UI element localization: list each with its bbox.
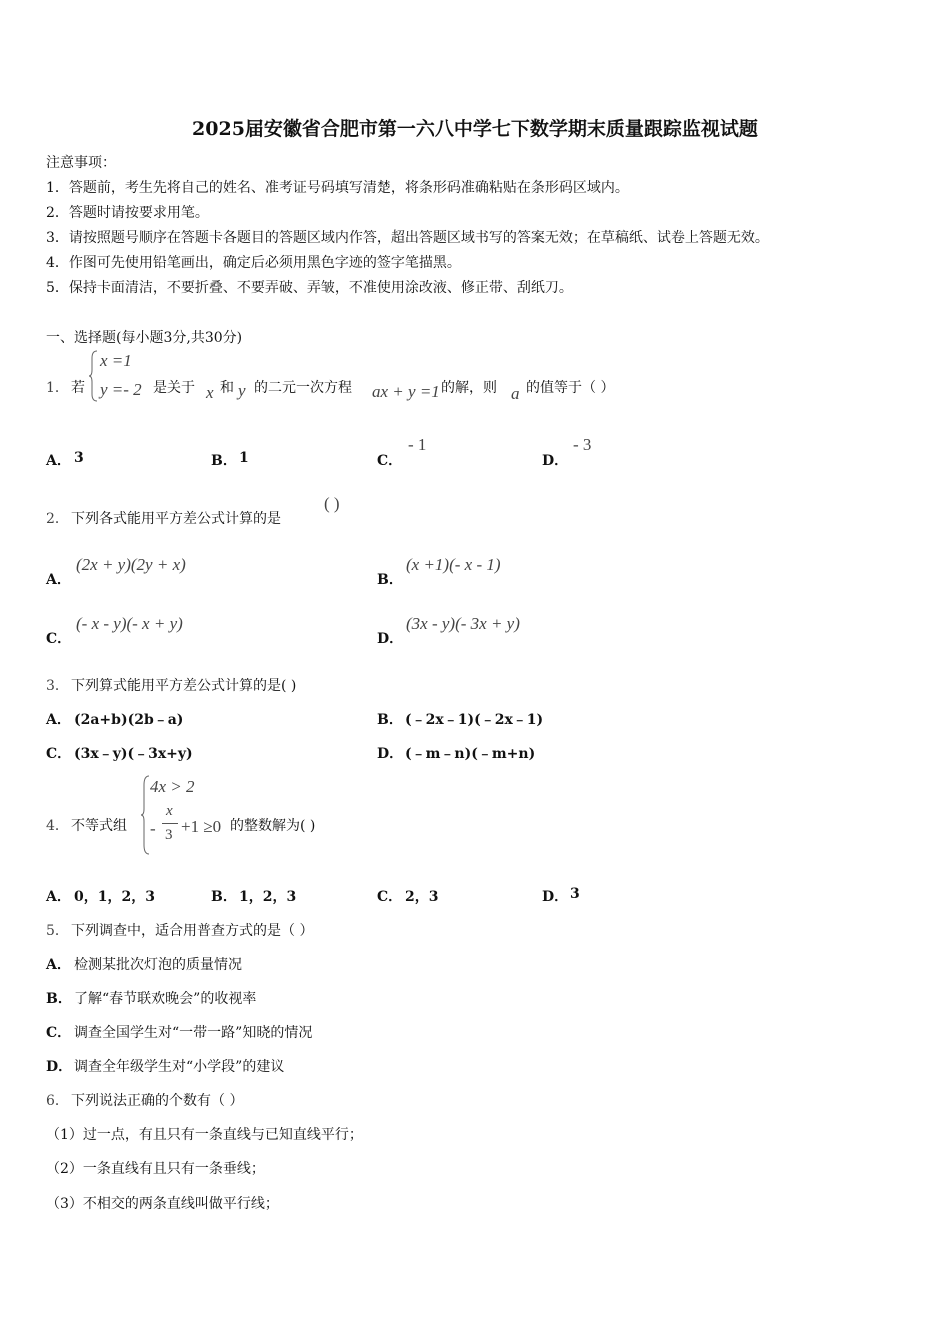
option-text: (3x - y)(- 3x + y) [406,614,520,633]
left-brace-icon [88,350,98,402]
option-text: - 3 [573,435,592,454]
option-label: A． [46,957,71,973]
option-label: D． [377,631,404,647]
fraction-numerator: x [166,803,173,819]
question-text: 的值等于（ ） [526,380,615,396]
option-text: 1，2，3 [239,889,297,905]
option-label: C． [377,889,403,905]
option-label: C． [46,746,72,762]
question-number: 4． [46,818,69,834]
statement-item: （2）一条直线有且只有一条垂线； [46,1161,265,1177]
math-var: y [238,381,246,400]
question-text: 不等式组 [71,818,127,834]
section-heading: 一、选择题(每小题3分,共30分) [46,330,243,346]
option-label: D． [377,746,404,762]
question-text: 若 [71,380,85,396]
option-label: A． [46,453,71,469]
option-label: C． [46,1025,72,1041]
notice-item: 2．答题时请按要求用笔。 [46,205,209,221]
system-line-2: y =- 2 [100,380,142,399]
option-text: 3 [570,886,580,902]
page-title: 2025届安徽省合肥市第一六八中学七下数学期末质量跟踪监视试题 [192,118,758,140]
option-label: B． [377,712,403,728]
question-number: 2． [46,511,69,527]
option-text: 3 [74,450,84,466]
option-label: A． [46,572,71,588]
question-text: 的解，则 [441,380,497,396]
math-var: a [511,384,520,403]
option-text: 调查全国学生对“一带一路”知晓的情况 [74,1025,313,1041]
option-text: (2a+b)(2b﹣a) [74,712,184,728]
question-text: 下列调查中，适合用普查方式的是（ ） [71,923,314,939]
question-text: 是关于 [153,380,195,396]
option-text: (2x + y)(2y + x) [76,555,186,574]
inequality-line-1: 4x > 2 [150,777,195,796]
inequality-rest: +1 ≥0 [181,817,222,836]
option-text: 0，1，2，3 [74,889,155,905]
math-var: x [206,383,214,402]
option-text: (- x - y)(- x + y) [76,614,183,633]
statement-item: （1）过一点，有且只有一条直线与已知直线平行； [46,1127,363,1143]
notice-item: 5．保持卡面清洁，不要折叠、不要弄破、弄皱，不准使用涂改液、修正带、刮纸刀。 [46,280,573,296]
question-text: 下列各式能用平方差公式计算的是 [71,511,281,527]
option-label: A． [46,712,71,728]
question-number: 5． [46,923,69,939]
option-label: B． [211,453,237,469]
option-label: C． [46,631,72,647]
math-equation: ax + y =1 [372,382,440,401]
option-label: B． [377,572,403,588]
question-text: 下列说法正确的个数有（ ） [71,1093,244,1109]
option-text: 检测某批次灯泡的质量情况 [74,957,242,973]
option-label: C． [377,453,403,469]
option-label: B． [211,889,237,905]
option-text: - 1 [408,435,427,454]
notice-heading: 注意事项： [46,155,116,171]
left-brace-icon [140,775,150,855]
option-text: 1 [239,450,249,466]
option-text: (x +1)(- x - 1) [406,555,501,574]
option-text: (﹣m﹣n)(﹣m+n) [405,746,536,762]
option-text: 了解“春节联欢晚会”的收视率 [74,991,257,1007]
question-text: 和 [220,380,234,396]
option-label: A． [46,889,71,905]
answer-paren: ( ) [324,494,340,513]
option-label: D． [46,1059,73,1075]
statement-item: （3）不相交的两条直线叫做平行线； [46,1196,279,1212]
notice-item: 4．作图可先使用铅笔画出，确定后必须用黑色字迹的签字笔描黑。 [46,255,461,271]
math-sign: - [150,819,156,838]
option-text: (﹣2x﹣1)(﹣2x﹣1) [405,712,544,728]
option-text: 调查全年级学生对“小学段”的建议 [74,1059,285,1075]
question-text: 的二元一次方程 [254,380,352,396]
fraction-bar [162,823,178,824]
question-text: 的整数解为( ) [230,818,316,834]
notice-item: 1．答题前，考生先将自己的姓名、准考证号码填写清楚，将条形码准确粘贴在条形码区域内。 [46,180,629,196]
option-label: D． [542,889,569,905]
option-label: D． [542,453,569,469]
option-text: (3x﹣y)(﹣3x+y) [74,746,193,762]
question-number: 6． [46,1093,69,1109]
question-number: 1． [46,380,69,396]
question-text: 下列算式能用平方差公式计算的是( ) [71,678,297,694]
notice-item: 3．请按照题号顺序在答题卡各题目的答题区域内作答，超出答题区域书写的答案无效；在草稿纸、试卷上答题无效。 [46,230,769,246]
option-label: B． [46,991,72,1007]
system-line-1: x =1 [100,351,132,370]
option-text: 2，3 [405,889,439,905]
question-number: 3． [46,678,69,694]
fraction-denominator: 3 [165,827,173,843]
